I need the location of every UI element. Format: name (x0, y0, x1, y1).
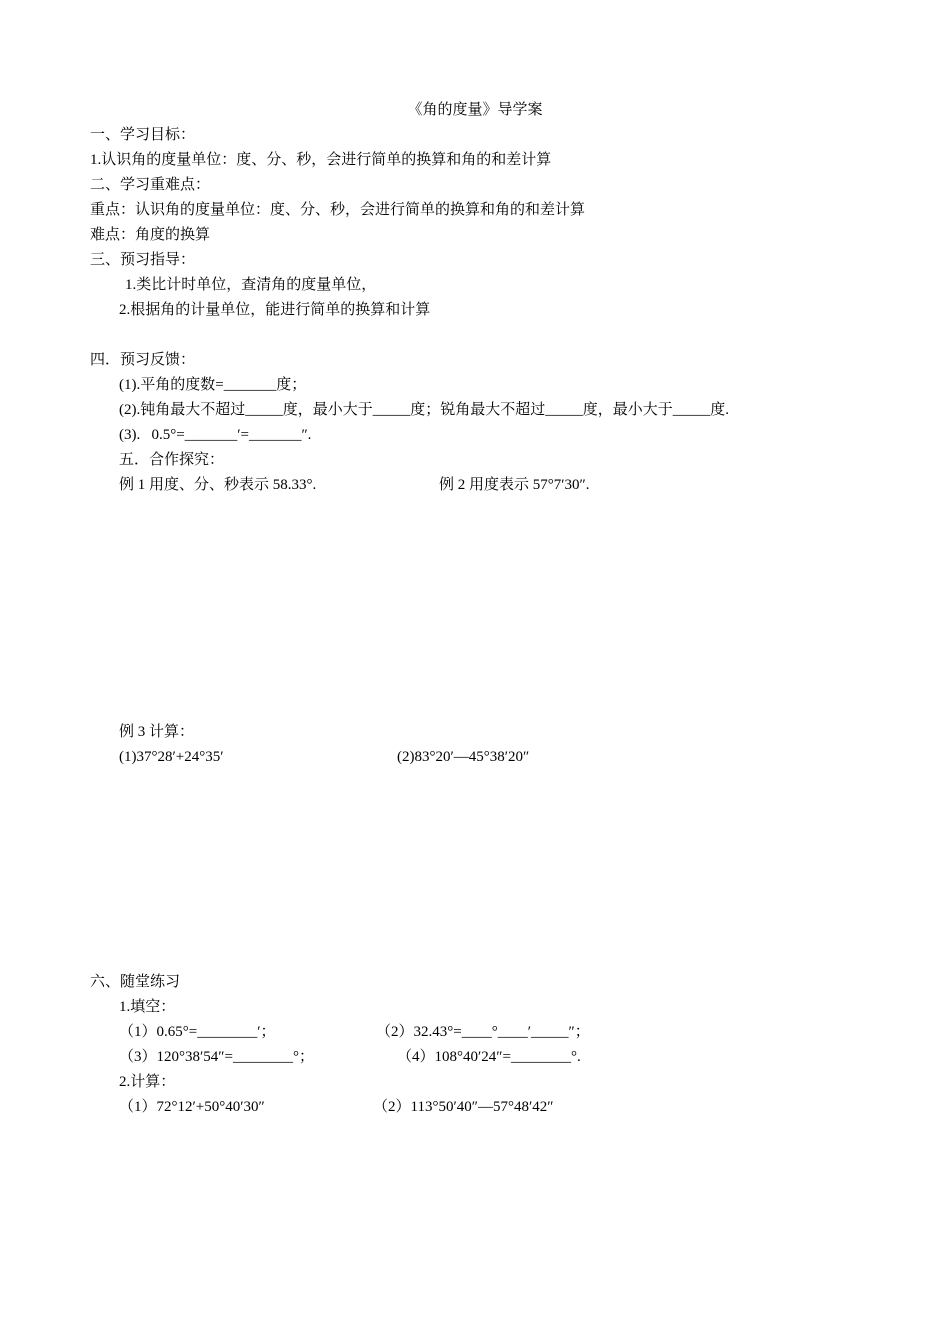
learning-goals-heading: 一、学习目标： (90, 127, 196, 143)
fill-blank-3: （3）120°38′54″=________°； (119, 1049, 314, 1065)
calculation-2: （2）113°50′40″—57°48′42″ (373, 1099, 554, 1115)
cooperative-inquiry-heading: 五．合作探究： (119, 452, 225, 468)
fill-blank-heading: 1.填空： (119, 999, 176, 1015)
feedback-item-3: (3). 0.5°=_______′=_______″. (119, 427, 312, 443)
fill-blank-1: （1）0.65°=________′； (119, 1024, 276, 1040)
example-1: 例 1 用度、分、秒表示 58.33°. (119, 477, 317, 493)
example-3-part-1: (1)37°28′+24°35′ (119, 749, 224, 765)
example-3-heading: 例 3 计算： (119, 724, 195, 740)
calculation-1: （1）72°12′+50°40′30″ (119, 1099, 265, 1115)
fill-blank-2: （2）32.43°=____°____′_____″； (376, 1024, 590, 1040)
preview-guide-item-2: 2.根据角的计量单位，能进行简单的换算和计算 (119, 302, 431, 318)
key-points-heading: 二、学习重难点： (90, 177, 211, 193)
fill-blank-4: （4）108°40′24″=________°. (397, 1049, 581, 1065)
feedback-item-1: (1).平角的度数=_______度； (119, 377, 307, 393)
example-2: 例 2 用度表示 57°7′30″. (439, 477, 590, 493)
preview-guide-item-1: 1.类比计时单位，查清角的度量单位， (125, 277, 377, 293)
preview-feedback-heading: 四．预习反馈： (90, 352, 196, 368)
page-title: 《角的度量》导学案 (407, 102, 543, 118)
feedback-item-2: (2).钝角最大不超过_____度，最小大于_____度；锐角最大不超过_____度，最小大于_____度. (119, 402, 729, 418)
calculation-heading: 2.计算： (119, 1074, 176, 1090)
preview-guide-heading: 三、预习指导： (90, 252, 196, 268)
difficulty-text: 难点：角度的换算 (90, 227, 211, 243)
key-point-text: 重点：认识角的度量单位：度、分、秒，会进行简单的换算和角的和差计算 (90, 202, 586, 218)
example-3-part-2: (2)83°20′—45°38′20″ (397, 749, 530, 765)
learning-goal-item: 1.认识角的度量单位：度、分、秒，会进行简单的换算和角的和差计算 (90, 152, 552, 168)
practice-heading: 六、随堂练习 (90, 974, 181, 990)
